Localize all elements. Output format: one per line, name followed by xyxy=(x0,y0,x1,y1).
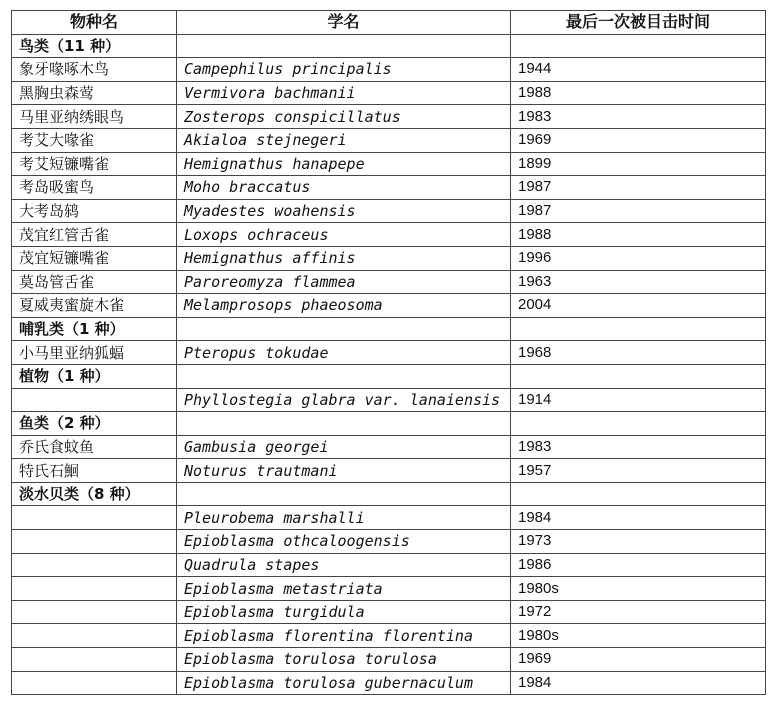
last-seen-cell: 2004 xyxy=(511,294,766,318)
header-row xyxy=(12,11,766,35)
species-row xyxy=(12,128,766,152)
scientific-name-cell: Epioblasma torulosa torulosa xyxy=(177,648,511,672)
species-row xyxy=(12,553,766,577)
common-name-cell xyxy=(12,553,177,577)
species-row xyxy=(12,624,766,648)
common-name-cell: 茂宜短镰嘴雀 xyxy=(12,246,177,270)
species-row xyxy=(12,199,766,223)
last-seen-cell: 1987 xyxy=(511,199,766,223)
scientific-name-cell: Hemignathus affinis xyxy=(177,246,511,270)
common-name-cell: 考艾短镰嘴雀 xyxy=(12,152,177,176)
species-row xyxy=(12,105,766,129)
scientific-name-cell: Noturus trautmani xyxy=(177,459,511,483)
last-seen-cell: 1984 xyxy=(511,671,766,695)
category-row xyxy=(12,317,766,341)
last-seen-cell: 1968 xyxy=(511,341,766,365)
scientific-name-cell: Loxops ochraceus xyxy=(177,223,511,247)
common-name-cell: 考艾大喙雀 xyxy=(12,128,177,152)
last-seen-cell: 1980s xyxy=(511,624,766,648)
empty-cell xyxy=(177,364,511,388)
common-name-cell xyxy=(12,648,177,672)
scientific-name-cell: Melamprosops phaeosoma xyxy=(177,294,511,318)
category-title: 鱼类（2 种） xyxy=(12,412,177,436)
species-row xyxy=(12,577,766,601)
last-seen-cell: 1973 xyxy=(511,530,766,554)
common-name-cell xyxy=(12,624,177,648)
empty-cell xyxy=(177,482,511,506)
last-seen-cell: 1988 xyxy=(511,81,766,105)
common-name-cell xyxy=(12,506,177,530)
scientific-name-cell: Moho braccatus xyxy=(177,176,511,200)
empty-cell xyxy=(177,34,511,58)
header-last-seen: 最后一次被目击时间 xyxy=(511,11,766,35)
last-seen-cell: 1986 xyxy=(511,553,766,577)
species-row xyxy=(12,506,766,530)
species-row xyxy=(12,223,766,247)
last-seen-cell: 1983 xyxy=(511,435,766,459)
scientific-name-cell: Epioblasma florentina florentina xyxy=(177,624,511,648)
scientific-name-cell: Epioblasma torulosa gubernaculum xyxy=(177,671,511,695)
species-row xyxy=(12,671,766,695)
common-name-cell: 考岛吸蜜鸟 xyxy=(12,176,177,200)
common-name-cell: 小马里亚纳狐蝠 xyxy=(12,341,177,365)
empty-cell xyxy=(511,482,766,506)
scientific-name-cell: Paroreomyza flammea xyxy=(177,270,511,294)
common-name-cell: 夏威夷蜜旋木雀 xyxy=(12,294,177,318)
common-name-cell xyxy=(12,530,177,554)
category-row xyxy=(12,412,766,436)
category-title: 植物（1 种） xyxy=(12,364,177,388)
common-name-cell: 大考岛鸫 xyxy=(12,199,177,223)
empty-cell xyxy=(177,317,511,341)
scientific-name-cell: Gambusia georgei xyxy=(177,435,511,459)
last-seen-cell: 1969 xyxy=(511,648,766,672)
species-row xyxy=(12,530,766,554)
empty-cell xyxy=(177,412,511,436)
header-common-name: 物种名 xyxy=(12,11,177,35)
last-seen-cell: 1899 xyxy=(511,152,766,176)
scientific-name-cell: Quadrula stapes xyxy=(177,553,511,577)
scientific-name-cell: Epioblasma metastriata xyxy=(177,577,511,601)
common-name-cell xyxy=(12,671,177,695)
common-name-cell xyxy=(12,388,177,412)
last-seen-cell: 1980s xyxy=(511,577,766,601)
category-row xyxy=(12,482,766,506)
empty-cell xyxy=(511,317,766,341)
species-row xyxy=(12,648,766,672)
species-row xyxy=(12,246,766,270)
last-seen-cell: 1987 xyxy=(511,176,766,200)
common-name-cell xyxy=(12,577,177,601)
species-row xyxy=(12,341,766,365)
scientific-name-cell: Epioblasma othcaloogensis xyxy=(177,530,511,554)
common-name-cell: 莫岛管舌雀 xyxy=(12,270,177,294)
last-seen-cell: 1914 xyxy=(511,388,766,412)
last-seen-cell: 1983 xyxy=(511,105,766,129)
empty-cell xyxy=(511,34,766,58)
empty-cell xyxy=(511,412,766,436)
last-seen-cell: 1944 xyxy=(511,58,766,82)
category-title: 鸟类（11 种） xyxy=(12,34,177,58)
common-name-cell: 茂宜红管舌雀 xyxy=(12,223,177,247)
species-row xyxy=(12,459,766,483)
species-row xyxy=(12,294,766,318)
common-name-cell: 乔氏食蚊鱼 xyxy=(12,435,177,459)
scientific-name-cell: Campephilus principalis xyxy=(177,58,511,82)
scientific-name-cell: Zosterops conspicillatus xyxy=(177,105,511,129)
extinct-species-table xyxy=(11,10,766,695)
scientific-name-cell: Epioblasma turgidula xyxy=(177,600,511,624)
header-scientific-name: 学名 xyxy=(177,11,511,35)
common-name-cell: 马里亚纳绣眼鸟 xyxy=(12,105,177,129)
species-row xyxy=(12,81,766,105)
last-seen-cell: 1972 xyxy=(511,600,766,624)
common-name-cell: 黑胸虫森莺 xyxy=(12,81,177,105)
empty-cell xyxy=(511,364,766,388)
species-row xyxy=(12,176,766,200)
scientific-name-cell: Pleurobema marshalli xyxy=(177,506,511,530)
scientific-name-cell: Hemignathus hanapepe xyxy=(177,152,511,176)
category-title: 淡水贝类（8 种） xyxy=(12,482,177,506)
species-row xyxy=(12,388,766,412)
category-title: 哺乳类（1 种） xyxy=(12,317,177,341)
common-name-cell xyxy=(12,600,177,624)
species-row xyxy=(12,600,766,624)
scientific-name-cell: Akialoa stejnegeri xyxy=(177,128,511,152)
common-name-cell: 特氏石鮰 xyxy=(12,459,177,483)
scientific-name-cell: Pteropus tokudae xyxy=(177,341,511,365)
last-seen-cell: 1988 xyxy=(511,223,766,247)
species-row xyxy=(12,152,766,176)
category-row xyxy=(12,364,766,388)
scientific-name-cell: Phyllostegia glabra var. lanaiensis xyxy=(177,388,511,412)
last-seen-cell: 1996 xyxy=(511,246,766,270)
species-row xyxy=(12,270,766,294)
last-seen-cell: 1957 xyxy=(511,459,766,483)
last-seen-cell: 1969 xyxy=(511,128,766,152)
species-row xyxy=(12,58,766,82)
scientific-name-cell: Vermivora bachmanii xyxy=(177,81,511,105)
species-row xyxy=(12,435,766,459)
common-name-cell: 象牙喙啄木鸟 xyxy=(12,58,177,82)
scientific-name-cell: Myadestes woahensis xyxy=(177,199,511,223)
category-row xyxy=(12,34,766,58)
last-seen-cell: 1963 xyxy=(511,270,766,294)
last-seen-cell: 1984 xyxy=(511,506,766,530)
